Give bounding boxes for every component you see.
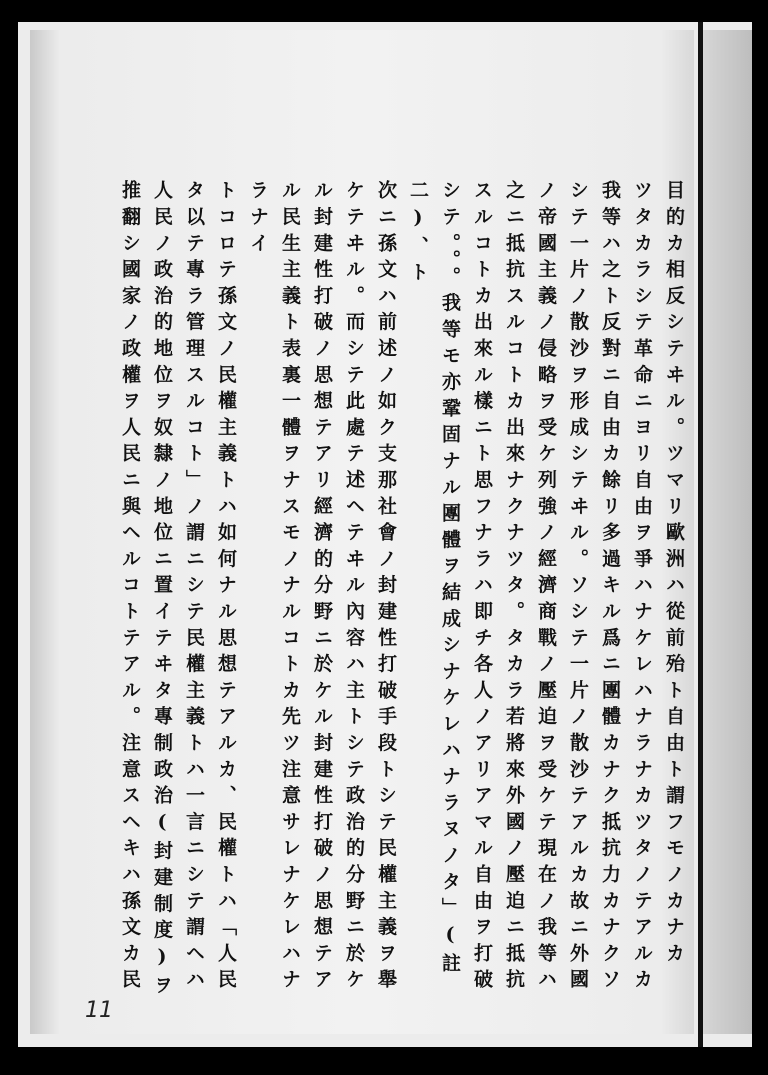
vertical-text-block: [112, 180, 687, 1010]
text-column: ケテヰル。而シテ此處テ述ヘテヰル內容ハ主トシテ政治的分野ニ於ケ: [343, 180, 365, 996]
text-column: タ以テ專ラ管理スルコト」ノ謂ニシテ民權主義トハ一言ニシテ謂ヘハ: [183, 180, 205, 996]
page-number: 11: [85, 998, 113, 1023]
text-column: 二)、ト: [407, 180, 429, 289]
text-column: シテ一片ノ散沙ヲ形成シテヰル。ソシテ一片ノ散沙テアルカ故ニ外國: [567, 180, 589, 996]
text-column: 推翻シ國家ノ政權ヲ人民ニ與ヘルコトテアル。注意スヘキハ孫文カ民: [119, 180, 141, 996]
text-column: ツタカラシテ革命ニヨリ自由ヲ爭ハナケレハナラナカツタノテアルカ: [631, 180, 653, 996]
text-column: ラナイ: [247, 180, 269, 259]
text-column: スルコトカ出來ル樣ニト思フナラハ即チ各人ノアリアマル自由ヲ打破: [471, 180, 493, 996]
text-column: トコロテ孫文ノ民權主義トハ如何ナル思想テアルカ、民權トハ「人民: [215, 180, 237, 996]
text-column: 之ニ抵抗スルコトカ出來ナクナツタ。タカラ若將來外國ノ壓迫ニ抵抗: [503, 180, 525, 996]
text-column: 次ニ孫文ハ前述ノ如ク支那社會ノ封建性打破手段トシテ民權主義ヲ舉: [375, 180, 397, 996]
text-column: 我等ハ之ト反對ニ自由カ餘リ多過キル爲ニ團體カナク抵抗力カナクソ: [599, 180, 621, 996]
text-column: 目的カ相反シテヰル。ツマリ歐洲ハ從前殆ト自由ト謂フモノカナカ: [663, 180, 685, 969]
text-column: ル封建性打破ノ思想テアリ經濟的分野ニ於ケル封建性打破ノ思想テア: [311, 180, 333, 996]
right-page-edge: [703, 30, 752, 1034]
text-column: シテ。。。我等モ亦鞏固ナル團體ヲ結成シナケレハナラヌノタ」(註: [439, 180, 461, 980]
text-column: ノ帝國主義ノ侵略ヲ受ケ列強ノ經濟商戰ノ壓迫ヲ受ケテ現在ノ我等ハ: [535, 180, 557, 996]
left-page: [30, 30, 694, 1034]
scanned-spread: [18, 22, 752, 1047]
text-column: 人民ノ政治的地位ヲ奴隸ノ地位ニ置イテヰタ專制政治(封建制度)ヲ: [151, 180, 173, 1002]
text-column: ル民生主義ト表裏一體ヲナスモノナルコトカ先ツ注意サレナケレハナ: [279, 180, 301, 996]
